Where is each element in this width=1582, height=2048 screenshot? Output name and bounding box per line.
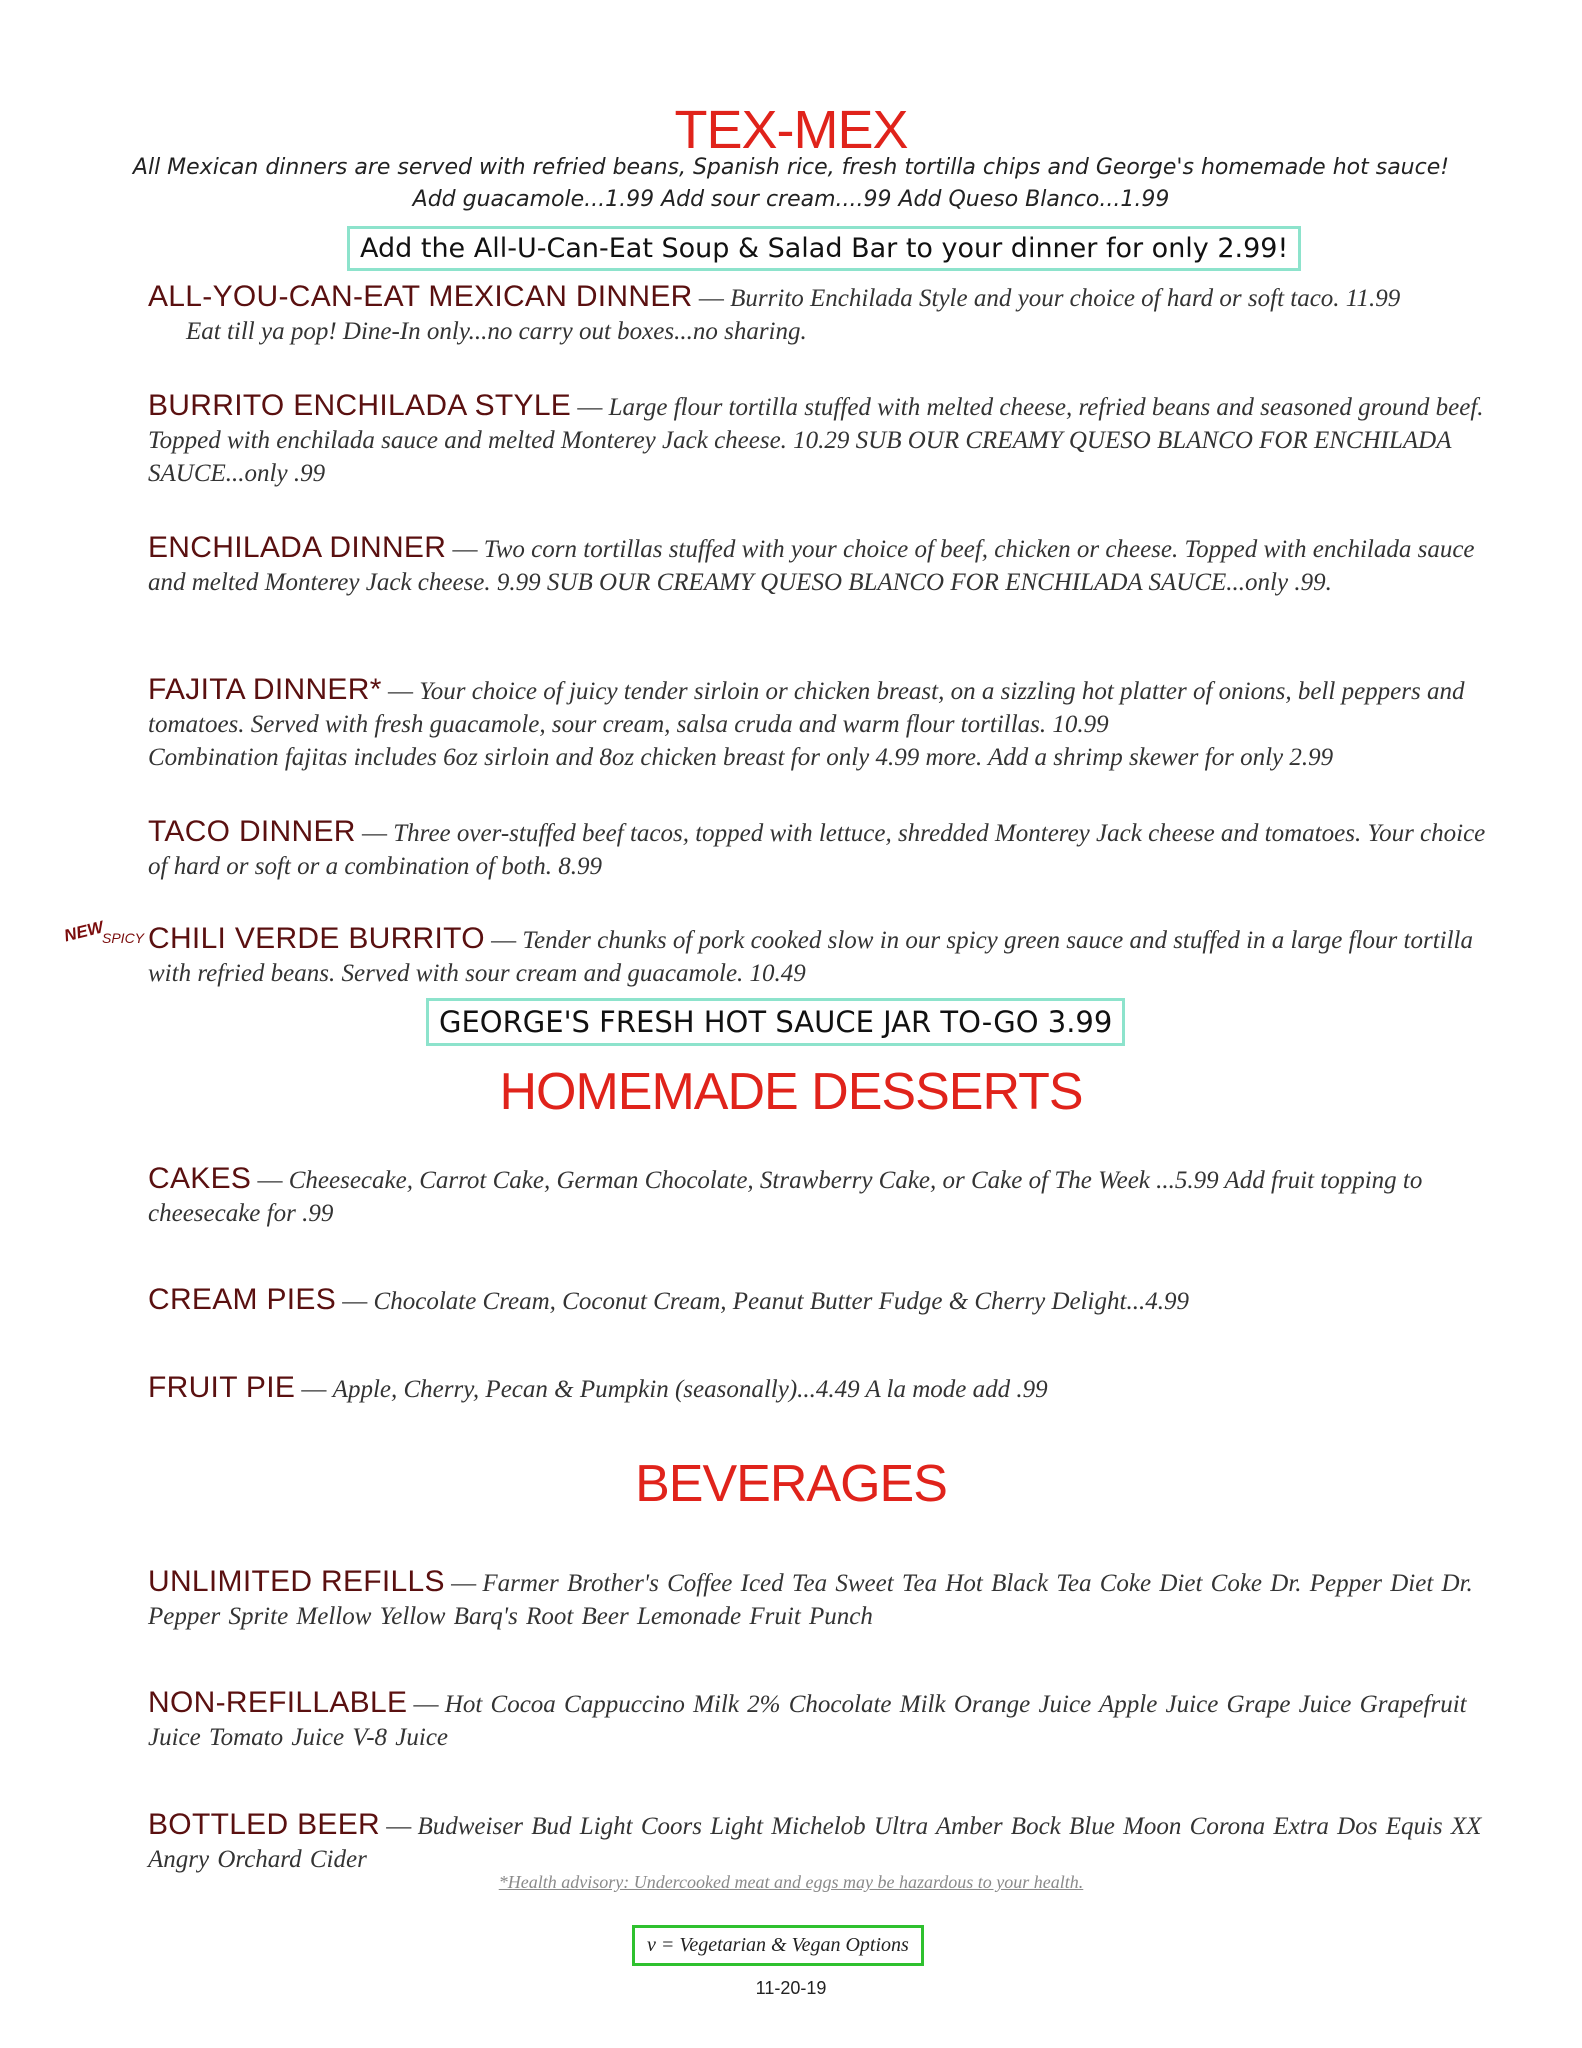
item-name: BURRITO ENCHILADA STYLE — [148, 389, 572, 422]
item-desc: Farmer Brother's Coffee Iced Tea Sweet Tea Hot Black Tea Coke Diet Coke Dr. Pepper Diet Dr. Pepper Sprite Mellow Yellow Barq's Root Beer Lemonade Fruit Punch — [148, 1570, 1473, 1630]
spicy-badge: SPICY — [102, 930, 145, 946]
texmex-note-line2: Add guacamole...1.99 Add sour cream....99 Add Queso Blanco...1.99 — [412, 187, 1170, 212]
item-desc: Budweiser Bud Light Coors Light Michelob Ultra Amber Bock Blue Moon Corona Extra Dos Equis XX Angry Orchard Cider — [148, 1813, 1482, 1873]
item-desc: Hot Cocoa Cappuccino Milk 2% Chocolate Milk Orange Juice Apple Juice Grape Juice Grapefruit Juice Tomato Juice V-8 Juice — [148, 1691, 1467, 1751]
item-name: UNLIMITED REFILLS — [148, 1565, 445, 1598]
menu-item: FRUIT PIE — Apple, Cherry, Pecan & Pumpkin (seasonally)...4.49 A la mode add .99 — [148, 1371, 1048, 1404]
menu-date: 11-20-19 — [755, 1978, 827, 1998]
item-name: CREAM PIES — [148, 1283, 337, 1316]
menu-item: CREAM PIES — Chocolate Cream, Coconut Cream, Peanut Butter Fudge & Cherry Delight...4.99 — [148, 1283, 1189, 1316]
item-name: TACO DINNER — [148, 815, 356, 848]
menu-item: NON-REFILLABLE — Hot Cocoa Cappuccino Milk 2% Chocolate Milk Orange Juice Apple Juice Grape Juice Grapefruit Juice Tomato Juice V-8 Juice — [148, 1686, 1467, 1751]
item-desc: Three over-stuffed beef tacos, topped with lettuce, shredded Monterey Jack cheese and tomatoes. Your choice of hard or soft or a combination of both. 8.99 — [148, 820, 1486, 880]
item-name: ALL-YOU-CAN-EAT MEXICAN DINNER — [148, 280, 693, 313]
menu-item: FAJITA DINNER* — Your choice of juicy tender sirloin or chicken breast, on a sizzling hot platter of onions, bell peppers and tomatoes. Served with fresh guacamole, sour cream, salsa cruda and warm flour tortillas. 10.99 Combination fajitas includes 6oz sirloin and 8oz chicken breast for only 4.99 more. Add a shrimp skewer for only 2.99 — [148, 673, 1488, 774]
item-name: FRUIT PIE — [148, 1371, 296, 1404]
beverages-title: BEVERAGES — [635, 1455, 947, 1513]
item-desc: Apple, Cherry, Pecan & Pumpkin (seasonally)...4.49 A la mode add .99 — [332, 1376, 1048, 1403]
menu-item: BOTTLED BEER — Budweiser Bud Light Coors Light Michelob Ultra Amber Bock Blue Moon Corona Extra Dos Equis XX Angry Orchard Cider — [148, 1808, 1482, 1873]
item-desc-extra: Eat till ya pop! Dine-In only...no carry out boxes...no sharing. — [186, 318, 807, 345]
item-name: FAJITA DINNER* — [148, 673, 382, 706]
vegetarian-note-box: v = Vegetarian & Vegan Options — [632, 1925, 924, 1966]
menu-item: ALL-YOU-CAN-EAT MEXICAN DINNER — Burrito Enchilada Style and your choice of hard or soft taco. 11.99 Eat till ya pop! Dine-In only...no carry out boxes...no sharing. — [148, 280, 1488, 348]
item-desc: Your choice of juicy tender sirloin or chicken breast, on a sizzling hot platter of onions, bell peppers and tomatoes. Served with fresh guacamole, sour cream, salsa cruda and warm flour tortillas. 10.99 — [148, 678, 1465, 738]
texmex-note-line1: All Mexican dinners are served with refried beans, Spanish rice, fresh tortilla chips and George's homemade hot sauce! — [132, 155, 1450, 180]
new-badge: NEW — [62, 917, 106, 946]
soup-salad-bar-box: Add the All-U-Can-Eat Soup & Salad Bar to your dinner for only 2.99! — [347, 226, 1301, 271]
health-advisory: *Health advisory: Undercooked meat and eggs may be hazardous to your health. — [498, 1872, 1084, 1892]
item-desc: Cheesecake, Carrot Cake, German Chocolate, Strawberry Cake, or Cake of The Week ...5.99 Add fruit topping to cheesecake for .99 — [148, 1167, 1423, 1227]
item-name: ENCHILADA DINNER — [148, 531, 447, 564]
hot-sauce-box: GEORGE'S FRESH HOT SAUCE JAR TO-GO 3.99 — [426, 998, 1125, 1046]
item-desc: Two corn tortillas stuffed with your choice of beef, chicken or cheese. Topped with enchilada sauce and melted Monterey Jack cheese. 9.99 SUB OUR CREAMY QUESO BLANCO FOR ENCHILADA SAUCE...only .99. — [148, 536, 1475, 596]
desserts-title: HOMEMADE DESSERTS — [499, 1063, 1083, 1121]
texmex-title: TEX-MEX — [674, 100, 908, 160]
menu-item: UNLIMITED REFILLS — Farmer Brother's Coffee Iced Tea Sweet Tea Hot Black Tea Coke Diet Coke Dr. Pepper Diet Dr. Pepper Sprite Mellow Yellow Barq's Root Beer Lemonade Fruit Punch — [148, 1565, 1473, 1630]
item-name: CHILI VERDE BURRITO — [148, 922, 485, 955]
item-desc: Burrito Enchilada Style and your choice of hard or soft taco. 11.99 — [730, 285, 1401, 312]
item-desc-extra: Combination fajitas includes 6oz sirloin and 8oz chicken breast for only 4.99 more. Add a shrimp skewer for only 2.99 — [148, 744, 1334, 771]
item-name: CAKES — [148, 1162, 252, 1195]
menu-item: ENCHILADA DINNER — Two corn tortillas stuffed with your choice of beef, chicken or cheese. Topped with enchilada sauce and melted Monterey Jack cheese. 9.99 SUB OUR CREAMY QUESO BLANCO FOR ENCHILADA SAUCE...only .99. — [148, 531, 1475, 596]
item-desc: Chocolate Cream, Coconut Cream, Peanut Butter Fudge & Cherry Delight...4.99 — [373, 1288, 1189, 1315]
item-name: NON-REFILLABLE — [148, 1686, 408, 1719]
menu-item: BURRITO ENCHILADA STYLE — Large flour tortilla stuffed with melted cheese, refried beans and seasoned ground beef. Topped with enchilada sauce and melted Monterey Jack cheese. 10.29 SUB OUR CREAMY QUESO BLANCO FOR ENCHILADA SAUCE...only .99 — [148, 389, 1484, 487]
menu-item: TACO DINNER — Three over-stuffed beef tacos, topped with lettuce, shredded Monterey Jack cheese and tomatoes. Your choice of hard or soft or a combination of both. 8.99 — [148, 815, 1486, 880]
item-desc: Large flour tortilla stuffed with melted cheese, refried beans and seasoned ground beef. Topped with enchilada sauce and melted Monterey Jack cheese. 10.29 SUB OUR CREAMY QUESO BLANCO FOR ENCHILADA SAUCE...only .99 — [148, 394, 1484, 487]
item-name: BOTTLED BEER — [148, 1808, 380, 1841]
menu-item: CHILI VERDE BURRITO — Tender chunks of pork cooked slow in our spicy green sauce and stuffed in a large flour tortilla with refried beans. Served with sour cream and guacamole. 10.49 — [148, 922, 1473, 987]
item-desc: Tender chunks of pork cooked slow in our spicy green sauce and stuffed in a large flour tortilla with refried beans. Served with sour cream and guacamole. 10.49 — [148, 927, 1473, 987]
menu-item: CAKES — Cheesecake, Carrot Cake, German Chocolate, Strawberry Cake, or Cake of The Week ...5.99 Add fruit topping to cheesecake for .99 — [148, 1162, 1423, 1227]
